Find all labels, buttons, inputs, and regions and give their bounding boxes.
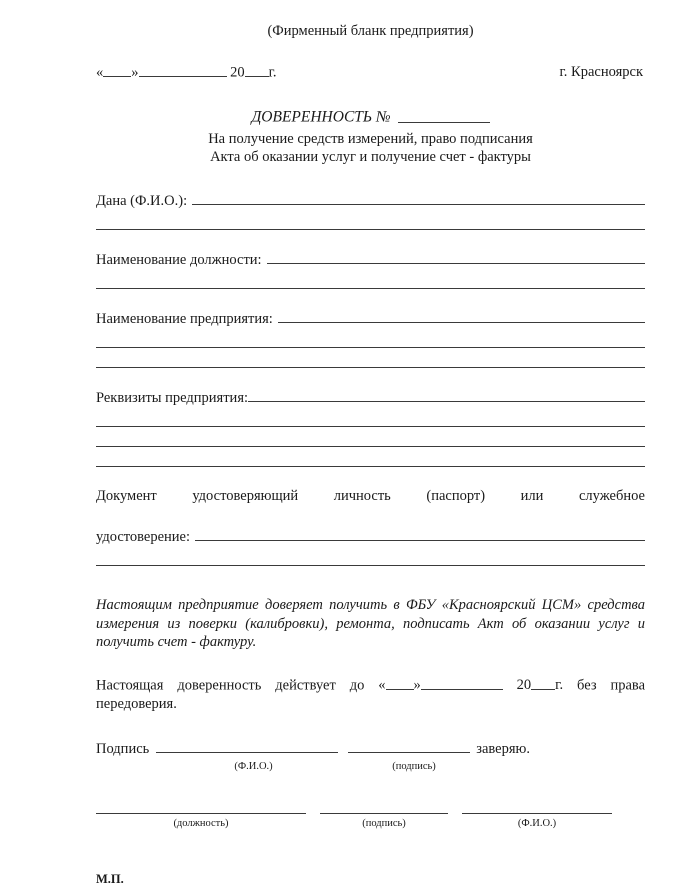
- field-enterprise-name-row: [96, 308, 645, 328]
- signature-sign-blank[interactable]: [348, 739, 470, 753]
- field-full-name-label: Дана (Ф.И.О.):: [96, 192, 188, 209]
- field-full-name-continuation-line[interactable]: [96, 229, 645, 230]
- year-blank[interactable]: [245, 63, 269, 77]
- field-position-title: [96, 249, 645, 289]
- field-position-title-input[interactable]: [267, 249, 645, 263]
- field-enterprise-details-input[interactable]: [248, 387, 645, 401]
- signature-fio-caption: (Ф.И.О.): [234, 761, 273, 772]
- signature-fio-blank[interactable]: [156, 739, 338, 753]
- validity-year-blank[interactable]: [531, 676, 555, 690]
- validity-date-group: [378, 677, 503, 693]
- field-enterprise-details-label: Реквизиты предприятия:: [96, 389, 249, 406]
- signature-label: Подпись: [96, 741, 150, 758]
- document-subtitle-line-2: Акта об оказании услуг и получение счет - фактуры: [210, 149, 531, 166]
- stamp-mark: М.П.: [96, 871, 124, 886]
- date-blank-group: [96, 63, 277, 82]
- identity-document-label: удостоверение:: [96, 528, 191, 545]
- document-subtitle-line-1: На получение средств измерений, право подписания: [208, 130, 533, 147]
- letterhead-note: (Фирменный бланк предприятия): [267, 23, 474, 39]
- document-title: [96, 107, 645, 127]
- bottom-signature-fio: [462, 813, 612, 830]
- validity-text-before: Настоящая доверенность действует до: [96, 677, 365, 694]
- identity-document-text: Документ удостоверяющий личность (паспорт) или служебное: [96, 488, 645, 505]
- field-enterprise-name: [96, 308, 645, 368]
- field-enterprise-name-label: Наименование предприятия:: [96, 310, 273, 327]
- identity-document-line-1: [96, 487, 645, 524]
- identity-document-line-2: [96, 526, 645, 546]
- identity-document-continuation-line[interactable]: [96, 565, 645, 566]
- field-full-name-row: [96, 191, 645, 211]
- city-label: г. Красноярск: [559, 63, 643, 80]
- bottom-signature-block: [96, 813, 645, 830]
- bottom-sign-blank[interactable]: [320, 813, 448, 814]
- field-enterprise-details: [96, 387, 645, 467]
- bottom-sign-caption: (подпись): [362, 818, 406, 830]
- validity-year-prefix: 20: [516, 677, 532, 694]
- validity-quote-close: »: [413, 677, 421, 694]
- bottom-fio-blank[interactable]: [462, 813, 612, 814]
- validity-text-after: без права передоверия.: [96, 677, 646, 712]
- field-identity-document: [96, 487, 645, 566]
- validity-year-group: [517, 677, 563, 693]
- year-prefix: 20: [230, 63, 245, 80]
- signature-verification-block: [96, 739, 645, 773]
- title-block: [96, 107, 645, 166]
- document-title-text: ДОВЕРЕННОСТЬ №: [251, 108, 391, 126]
- identity-document-input[interactable]: [195, 526, 645, 540]
- bottom-signature-sign: [320, 813, 448, 830]
- field-enterprise-details-continuation-line-2[interactable]: [96, 446, 645, 447]
- quote-open: «: [96, 63, 104, 80]
- validity-day-blank[interactable]: [386, 676, 414, 690]
- field-enterprise-name-input[interactable]: [278, 308, 645, 322]
- field-enterprise-name-continuation-line-1[interactable]: [96, 347, 645, 348]
- signature-sign-caption: (подпись): [392, 761, 436, 772]
- bottom-signature-position: [96, 813, 306, 830]
- field-position-title-row: [96, 249, 645, 269]
- field-position-title-continuation-line[interactable]: [96, 288, 645, 289]
- signature-verification-row: [96, 739, 645, 759]
- validity-month-blank[interactable]: [421, 676, 503, 690]
- field-enterprise-name-continuation-line-2[interactable]: [96, 367, 645, 368]
- validity-year-suffix: г.: [555, 677, 564, 694]
- year-suffix: г.: [268, 63, 277, 80]
- signature-caption-row: [96, 760, 645, 773]
- field-enterprise-details-continuation-line-1[interactable]: [96, 426, 645, 427]
- bottom-fio-caption: (Ф.И.О.): [517, 818, 557, 830]
- field-enterprise-details-continuation-line-3[interactable]: [96, 466, 645, 467]
- authorization-paragraph: Настоящим предприятие доверяет получить в ФБУ «Красноярский ЦСМ» средства измерения из поверки (калибровки), ремонта, подписать Акт об оказании услуг и получить счет - фактуру.: [96, 597, 645, 651]
- day-blank[interactable]: [103, 63, 131, 77]
- validity-quote-open: «: [378, 677, 386, 694]
- quote-close: »: [131, 63, 139, 80]
- bottom-position-caption: (должность): [173, 818, 229, 830]
- field-full-name-input[interactable]: [192, 191, 645, 205]
- validity-paragraph: [96, 676, 645, 713]
- signature-verify-word: заверяю.: [476, 741, 530, 758]
- document-number-blank[interactable]: [398, 107, 490, 122]
- bottom-position-blank[interactable]: [96, 813, 306, 814]
- month-blank[interactable]: [139, 63, 227, 77]
- field-full-name: [96, 191, 645, 231]
- field-enterprise-details-row: [96, 387, 645, 407]
- field-position-title-label: Наименование должности:: [96, 251, 262, 268]
- date-and-city-row: [96, 63, 645, 82]
